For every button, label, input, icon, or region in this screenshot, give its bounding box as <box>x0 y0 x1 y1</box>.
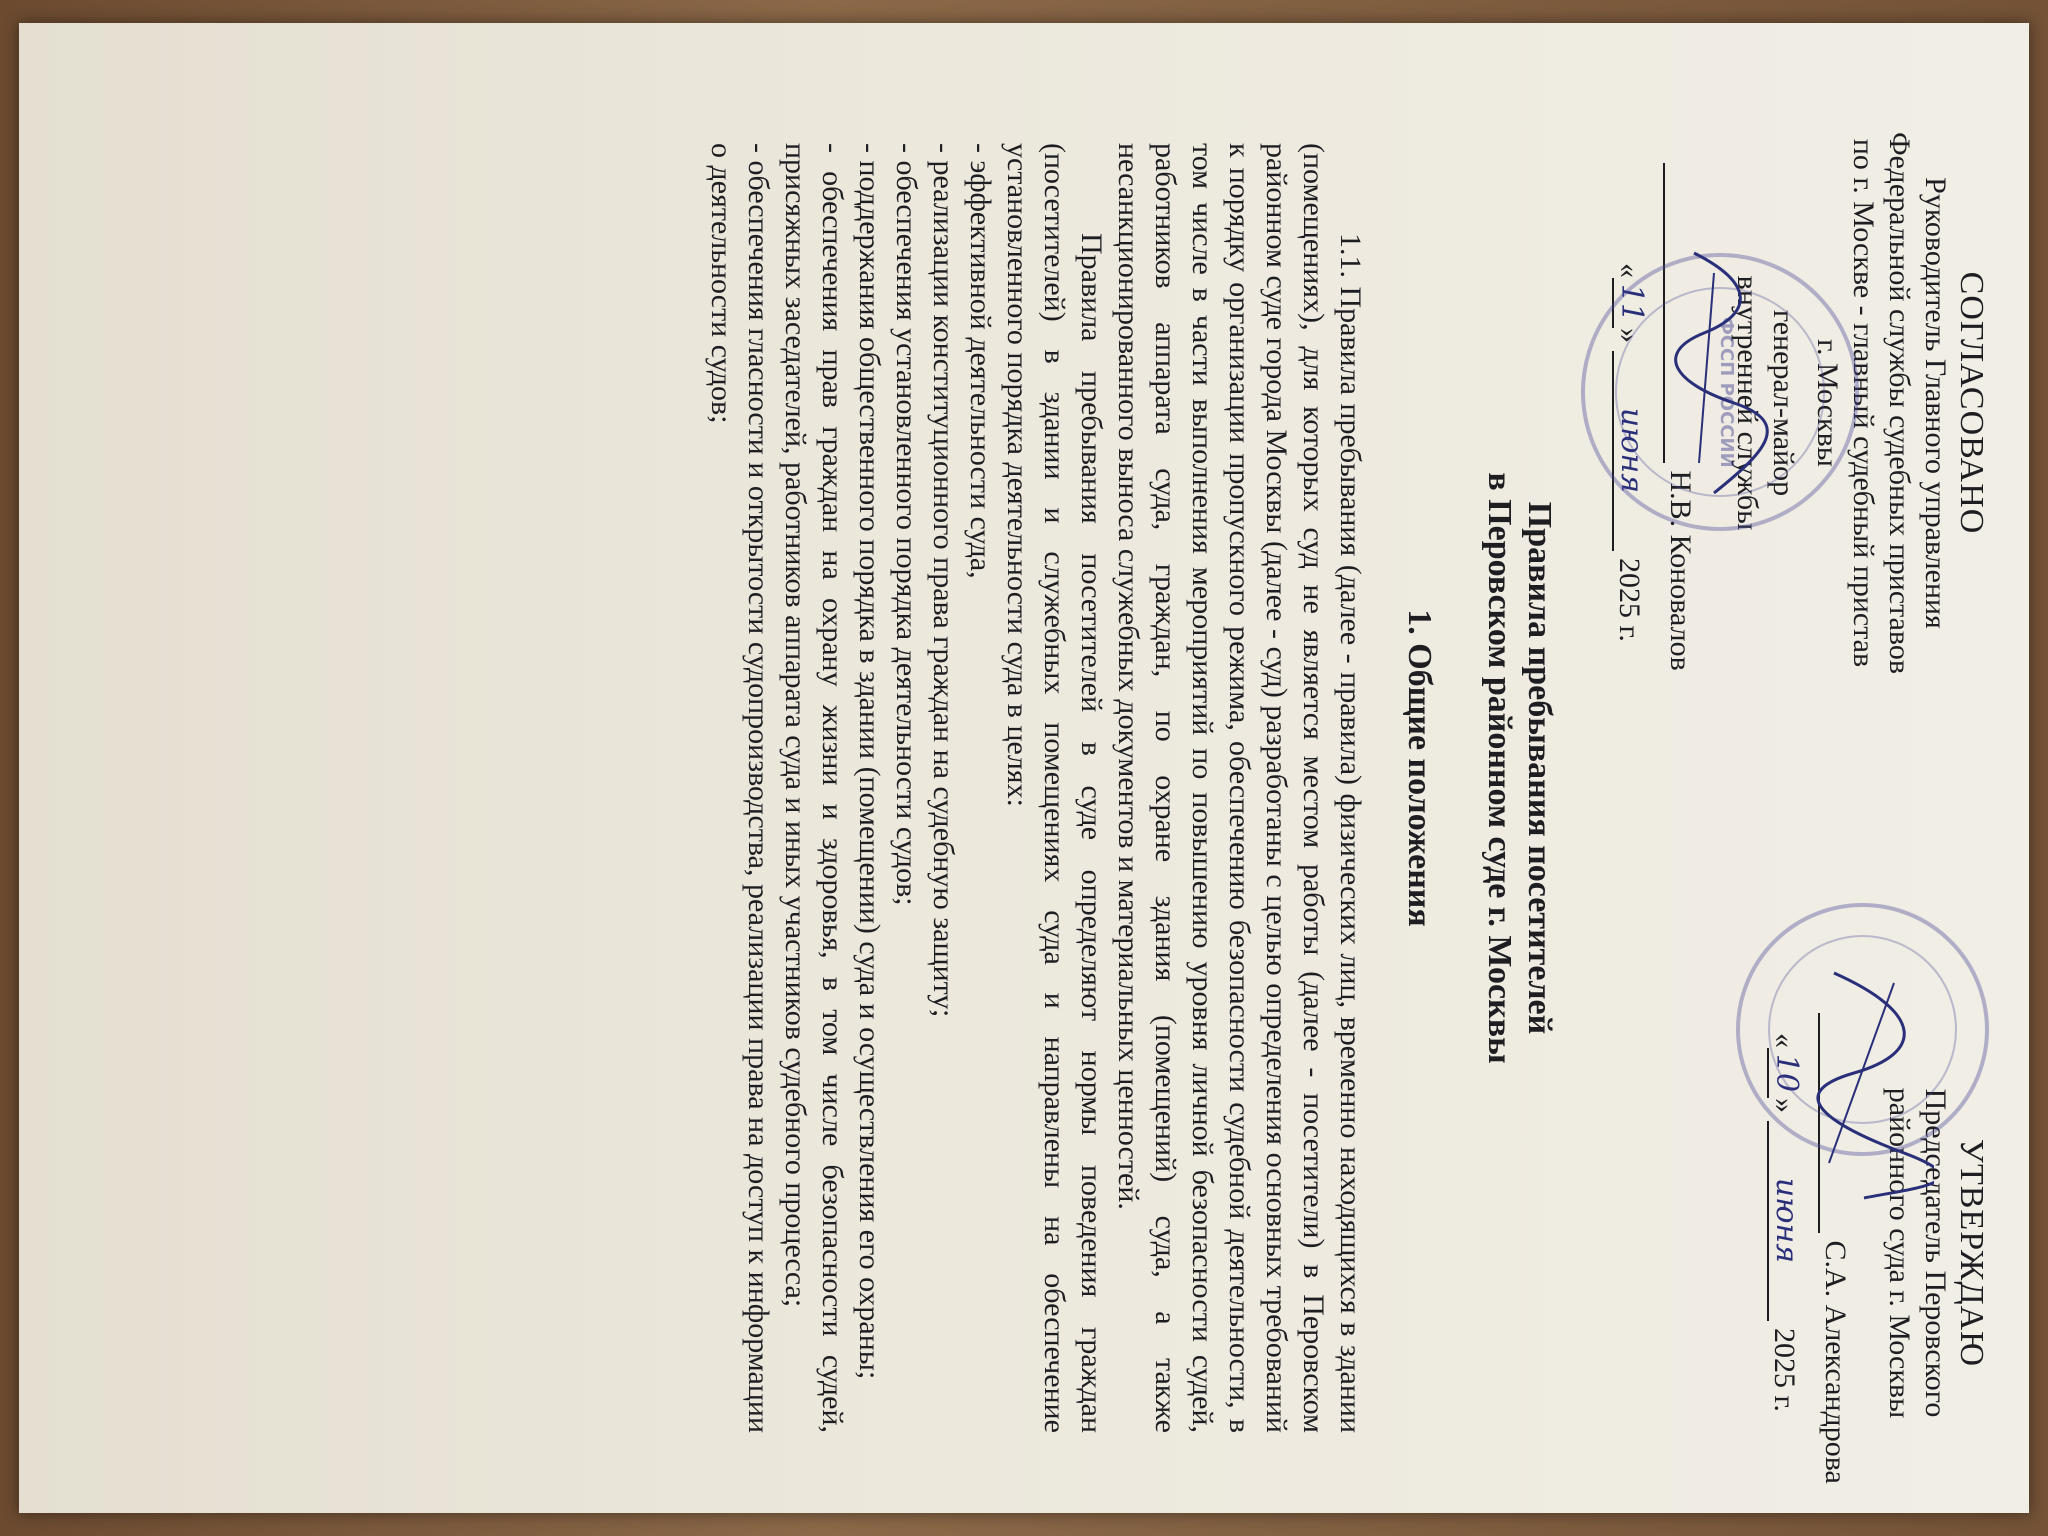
title-line: Правила пребывания посетителей <box>1521 501 1558 1035</box>
agreed-date-day: 11 <box>1612 278 1649 328</box>
approved-signer: С.А. Александрова <box>1819 1240 1852 1484</box>
document-sheet <box>19 23 2029 1513</box>
document-body <box>703 143 1369 1433</box>
approved-date-month: июня <box>1767 1121 1804 1321</box>
handwritten-signature-left <box>1664 243 1774 503</box>
fssp-seal-text: ФССП РОССИИ <box>1716 317 1737 468</box>
agreed-heading: СОГЛАСОВАНО <box>1953 271 1990 535</box>
document-title <box>1479 23 1559 1513</box>
agreed-line: г. Москвы <box>1811 339 1844 467</box>
list-item: - обеспечения установленного порядка деятельности судов; <box>890 143 923 906</box>
agreed-line: по г. Москве - главный судебный пристав <box>1847 138 1880 668</box>
handwritten-signature-right <box>1814 963 1934 1203</box>
approved-date-row: «10» июня 2025 г. <box>1768 1033 1804 1412</box>
approved-date-year: 2025 г. <box>1768 1328 1801 1412</box>
agreed-date-row: «11» июня 2025 г. <box>1613 263 1649 642</box>
paragraph-2: Правила пребывания посетителей в суде определяют нормы поведения граждан (посетителей) в здании и служебных помещениях суда и направлены на обеспечение установленного порядка деятельности суда в целях: <box>1001 143 1108 1433</box>
list-item: - обеспечения прав граждан на охрану жизни и здоровья, в том числе безопасности судей, присяжных заседателей, работников аппарата суда и иных участников судебного процесса; <box>779 143 849 1433</box>
title-line: в Перовском районном суде г. Москвы <box>1481 472 1518 1064</box>
agreed-service: внутренней службы <box>1731 275 1764 531</box>
approved-heading: УТВЕРЖДАЮ <box>1953 1138 1990 1368</box>
list-item: - поддержания общественного порядка в здании (помещении) суда и осуществления его охраны; <box>853 143 886 1380</box>
agreed-date-month: июня <box>1612 351 1649 551</box>
paragraph-1: 1.1. Правила пребывания (далее - правила) физических лиц, временно находящихся в здании (помещениях), для которых суд не является местом работы (далее - посетители) в Перовском районном суде города Москвы (далее - суд) разработаны с целью определения основных требований к порядку организации пропускного режима, обеспечению безопасности судебной деятельности, в том числе в части выполнения мероприятий по повышению уровня личной безопасности судей, работников аппарата суда, граждан, по охране здания (помещений) суда, а также несанкционированного выноса служебных документов и материальных ценностей. <box>1112 143 1367 1433</box>
agreed-line: Руководитель Главного управления <box>1919 177 1952 629</box>
list-item: - эффективной деятельности суда, <box>964 143 997 579</box>
agreed-date-year: 2025 г. <box>1613 558 1646 642</box>
list-item: - реализации конституционного права граждан на судебную защиту; <box>927 143 960 1018</box>
agreed-line: Федеральной службы судебных приставов <box>1883 131 1916 675</box>
approved-line: Председатель Перовского <box>1919 1088 1952 1418</box>
agreed-rank: генерал-майор <box>1767 309 1800 497</box>
agreed-signer: Н.В. Коновалов <box>1664 470 1697 671</box>
list-item: - обеспечения гласности и открытости судопроизводства, реализации права на доступ к информации о деятельности судов; <box>705 143 775 1433</box>
approved-date-day: 10 <box>1767 1048 1804 1098</box>
section-heading: 1. Общие положения <box>1401 609 1438 927</box>
approved-line: районного суда г. Москвы <box>1883 1087 1916 1419</box>
